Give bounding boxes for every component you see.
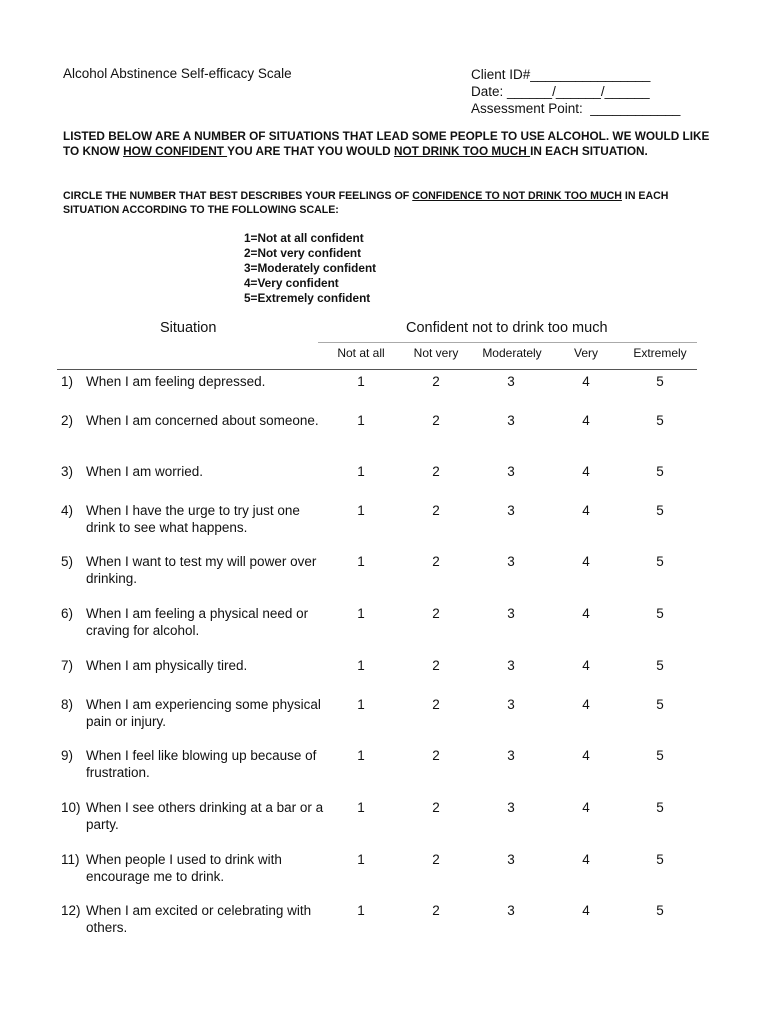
rating-option[interactable]: 3 xyxy=(507,606,515,621)
row-number: 8) xyxy=(61,697,74,712)
situation-text: When I am feeling depressed. xyxy=(86,374,266,389)
situation-column-header: Situation xyxy=(160,320,217,336)
rating-option[interactable]: 1 xyxy=(357,800,365,815)
rating-option[interactable]: 5 xyxy=(656,800,664,815)
client-info-block xyxy=(471,66,680,117)
rating-option[interactable]: 5 xyxy=(656,852,664,867)
how-confident-emphasis: HOW CONFIDENT xyxy=(123,144,228,158)
rating-option[interactable]: 3 xyxy=(507,503,515,518)
column-not-very: Not very xyxy=(413,346,459,360)
rating-option[interactable]: 2 xyxy=(432,606,440,621)
date-field: Date: ______/______/______ xyxy=(471,84,650,99)
row-number: 4) xyxy=(61,503,74,518)
rating-option[interactable]: 5 xyxy=(656,748,664,763)
situation-text: When I feel like blowing up because of frustration. xyxy=(86,748,317,780)
rating-option[interactable]: 4 xyxy=(582,503,590,518)
rating-option[interactable]: 1 xyxy=(357,658,365,673)
rating-option[interactable]: 5 xyxy=(656,554,664,569)
rating-option[interactable]: 4 xyxy=(582,606,590,621)
rating-option[interactable]: 3 xyxy=(507,374,515,389)
rating-option[interactable]: 5 xyxy=(656,374,664,389)
row-number: 11) xyxy=(61,852,80,867)
scale-item: 4=Very confident xyxy=(244,276,339,290)
row-number: 7) xyxy=(61,658,74,673)
rating-option[interactable]: 2 xyxy=(432,658,440,673)
rating-option[interactable]: 4 xyxy=(582,800,590,815)
rating-option[interactable]: 4 xyxy=(582,658,590,673)
rating-option[interactable]: 1 xyxy=(357,554,365,569)
rating-option[interactable]: 5 xyxy=(656,697,664,712)
rating-option[interactable]: 2 xyxy=(432,503,440,518)
rating-option[interactable]: 5 xyxy=(656,413,664,428)
situation-text: When I am feeling a physical need or craving for alcohol. xyxy=(86,606,309,638)
rating-option[interactable]: 5 xyxy=(656,658,664,673)
row-number: 9) xyxy=(61,748,74,763)
header-divider-top xyxy=(318,342,697,343)
situation-text: When I am excited or celebrating with others. xyxy=(86,903,312,935)
rating-option[interactable]: 4 xyxy=(582,554,590,569)
rating-option[interactable]: 5 xyxy=(656,606,664,621)
rating-option[interactable]: 2 xyxy=(432,374,440,389)
instructions-paragraph-1: LISTED BELOW ARE A NUMBER OF SITUATIONS THAT LEAD SOME PEOPLE TO USE ALCOHOL. WE WOULD LIKE TO KNOW HOW CONFIDENT YOU ARE THAT YOU WOULD NOT DRINK TOO MUCH IN EACH SITUATION. xyxy=(63,129,710,158)
rating-option[interactable]: 5 xyxy=(656,903,664,918)
client-id-field: Client ID#________________ xyxy=(471,67,651,82)
rating-option[interactable]: 4 xyxy=(582,748,590,763)
rating-scale-legend xyxy=(244,231,376,306)
scale-item: 2=Not very confident xyxy=(244,246,362,260)
column-extremely: Extremely xyxy=(633,346,687,360)
scale-item: 5=Extremely confident xyxy=(244,291,371,305)
not-drink-too-much-emphasis: NOT DRINK TOO MUCH xyxy=(393,144,531,158)
rating-option[interactable]: 3 xyxy=(507,697,515,712)
rating-option[interactable]: 4 xyxy=(582,697,590,712)
row-number: 12) xyxy=(61,903,81,918)
rating-option[interactable]: 1 xyxy=(357,606,365,621)
header-divider xyxy=(57,369,697,370)
scale-item: 3=Moderately confident xyxy=(244,261,377,275)
situation-text: When I see others drinking at a bar or a party. xyxy=(86,800,324,832)
rating-option[interactable]: 1 xyxy=(357,748,365,763)
situation-text: When I am physically tired. xyxy=(86,658,248,673)
rating-option[interactable]: 3 xyxy=(507,554,515,569)
rating-option[interactable]: 5 xyxy=(656,464,664,479)
rating-option[interactable]: 2 xyxy=(432,697,440,712)
situation-text: When I want to test my will power over drinking. xyxy=(86,554,317,586)
situation-text: When I am concerned about someone. xyxy=(86,413,319,428)
rating-option[interactable]: 3 xyxy=(507,658,515,673)
situation-text: When I have the urge to try just one drink to see what happens. xyxy=(86,503,300,535)
row-number: 10) xyxy=(61,800,81,815)
rating-option[interactable]: 3 xyxy=(507,413,515,428)
rating-option[interactable]: 3 xyxy=(507,800,515,815)
assessment-point-field: Assessment Point: ____________ xyxy=(471,101,681,116)
situation-text: When people I used to drink with encourage me to drink. xyxy=(86,852,282,884)
rating-option[interactable]: 1 xyxy=(357,852,365,867)
rating-option[interactable]: 4 xyxy=(582,374,590,389)
instructions-paragraph-2: CIRCLE THE NUMBER THAT BEST DESCRIBES YOUR FEELINGS OF CONFIDENCE TO NOT DRINK TOO MUCH IN EACH SITUATION ACCORDING TO THE FOLLOWING SCALE: xyxy=(63,190,669,216)
rating-option[interactable]: 3 xyxy=(507,748,515,763)
rating-option[interactable]: 4 xyxy=(582,413,590,428)
rating-option[interactable]: 4 xyxy=(582,464,590,479)
rating-option[interactable]: 4 xyxy=(582,903,590,918)
rating-option[interactable]: 3 xyxy=(507,464,515,479)
rating-option[interactable]: 1 xyxy=(357,413,365,428)
row-number: 1) xyxy=(61,374,74,389)
situation-text: When I am experiencing some physical pain or injury. xyxy=(86,697,321,729)
rating-option[interactable]: 1 xyxy=(357,903,365,918)
rating-option[interactable]: 2 xyxy=(432,464,440,479)
rating-option[interactable]: 2 xyxy=(432,800,440,815)
rating-option[interactable]: 2 xyxy=(432,413,440,428)
rating-option[interactable]: 1 xyxy=(357,374,365,389)
situation-text: When I am worried. xyxy=(86,464,204,479)
column-very: Very xyxy=(573,346,598,360)
rating-option[interactable]: 1 xyxy=(357,697,365,712)
rating-option[interactable]: 2 xyxy=(432,903,440,918)
rating-option[interactable]: 2 xyxy=(432,748,440,763)
rating-option[interactable]: 1 xyxy=(357,503,365,518)
confidence-column-header: Confident not to drink too much xyxy=(406,320,608,336)
scale-item: 1=Not at all confident xyxy=(244,231,364,245)
rating-option[interactable]: 2 xyxy=(432,852,440,867)
column-moderately: Moderately xyxy=(482,346,542,360)
row-number: 2) xyxy=(61,413,74,428)
column-not-at-all: Not at all xyxy=(337,346,385,360)
row-number: 6) xyxy=(61,606,74,621)
row-number: 5) xyxy=(61,554,74,569)
rating-option[interactable]: 5 xyxy=(656,503,664,518)
document-title: Alcohol Abstinence Self-efficacy Scale xyxy=(63,66,292,81)
rating-option[interactable]: 3 xyxy=(507,903,515,918)
row-number: 3) xyxy=(61,464,74,479)
rating-option[interactable]: 3 xyxy=(507,852,515,867)
rating-option[interactable]: 4 xyxy=(582,852,590,867)
rating-option[interactable]: 2 xyxy=(432,554,440,569)
confidence-emphasis: CONFIDENCE TO NOT DRINK TOO MUCH xyxy=(412,190,622,202)
rating-option[interactable]: 1 xyxy=(357,464,365,479)
